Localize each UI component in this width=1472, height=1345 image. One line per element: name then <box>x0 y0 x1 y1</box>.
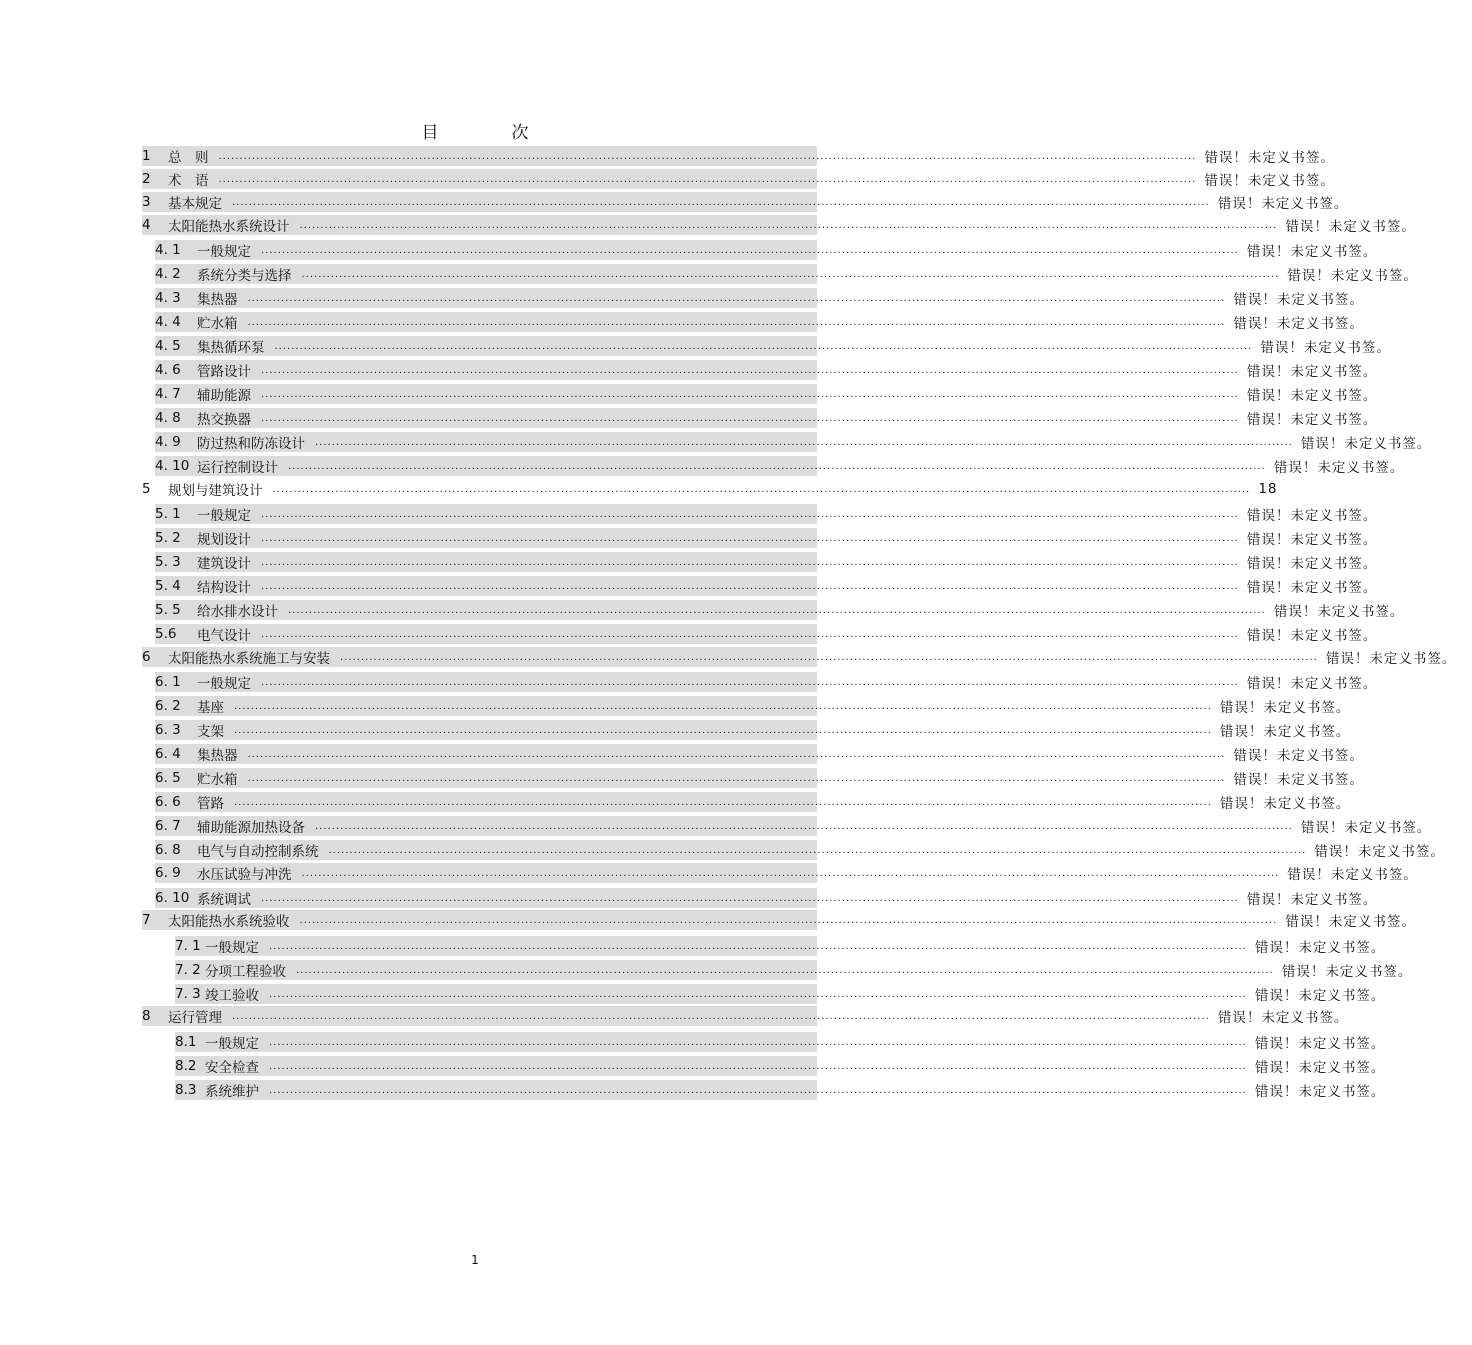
toc-entry-number: 6. 8 <box>155 842 181 858</box>
toc-entry-label: 术 语 <box>168 173 209 189</box>
toc-entry-page: 错误！未定义书签。 <box>1300 820 1432 836</box>
toc-entry[interactable] <box>155 504 1378 524</box>
toc-entry-label: 集热器 <box>197 748 238 764</box>
toc-entry-page: 错误！未定义书签。 <box>1254 1036 1386 1052</box>
toc-entry-page: 错误！未定义书签。 <box>1246 556 1378 572</box>
toc-entry[interactable] <box>142 647 1457 667</box>
toc-entry-page: 错误！未定义书签。 <box>1254 988 1386 1004</box>
toc-entry-label: 防过热和防冻设计 <box>197 436 305 452</box>
toc-entry[interactable] <box>155 840 1445 860</box>
toc-entry-label: 安全检查 <box>205 1060 259 1076</box>
toc-entry-number: 1 <box>142 148 151 164</box>
toc-entry-label: 太阳能热水系统验收 <box>168 914 290 930</box>
toc-entry-label: 系统分类与选择 <box>197 268 292 284</box>
toc-entry-page: 错误！未定义书签。 <box>1273 604 1405 620</box>
toc-leader-dots: .......................................................................................................................................................................................................................................... <box>299 915 1278 926</box>
toc-entry-number: 6. 10 <box>155 890 190 906</box>
toc-entry[interactable] <box>142 146 1335 166</box>
toc-entry-page: 错误！未定义书签。 <box>1246 364 1378 380</box>
toc-entry-label: 建筑设计 <box>197 556 251 572</box>
toc-entry-page: 错误！未定义书签。 <box>1325 651 1457 667</box>
toc-entry[interactable] <box>155 288 1364 308</box>
toc-leader-dots: .......................................................................................................................................................................................................................................... <box>261 893 1239 904</box>
toc-entry[interactable] <box>142 169 1335 189</box>
toc-entry-page: 错误！未定义书签。 <box>1219 724 1351 740</box>
toc-entry[interactable] <box>155 888 1378 908</box>
toc-leader-dots: .......................................................................................................................................................................................................................................... <box>328 845 1307 856</box>
page-number: 1 <box>471 1253 479 1267</box>
toc-entry-label: 太阳能热水系统施工与安装 <box>168 651 330 667</box>
toc-entry-page: 错误！未定义书签。 <box>1233 772 1364 788</box>
toc-entry[interactable] <box>155 264 1418 284</box>
toc-entry-label: 管路设计 <box>197 364 251 380</box>
toc-entry-label: 给水排水设计 <box>197 604 278 620</box>
toc-entry-label: 分项工程验收 <box>205 964 286 980</box>
toc-leader-dots: .......................................................................................................................................................................................................................................... <box>218 174 1197 185</box>
toc-entry-page: 错误！未定义书签。 <box>1300 436 1432 452</box>
toc-leader-dots: .......................................................................................................................................................................................................................................... <box>299 220 1278 231</box>
toc-entry-page: 错误！未定义书签。 <box>1233 316 1364 332</box>
toc-leader-dots: .......................................................................................................................................................................................................................................... <box>288 605 1266 616</box>
toc-entry[interactable] <box>155 768 1364 788</box>
toc-entry-number: 6. 1 <box>155 674 181 690</box>
toc-entry-number: 6. 6 <box>155 794 181 810</box>
toc-entry[interactable] <box>155 624 1378 644</box>
toc-entry-number: 5. 3 <box>155 554 181 570</box>
toc-leader-dots: .......................................................................................................................................................................................................................................... <box>261 533 1239 544</box>
toc-leader-dots: .......................................................................................................................................................................................................................................... <box>247 773 1226 784</box>
toc-entry-label: 太阳能热水系统设计 <box>168 219 290 235</box>
toc-entry-label: 运行控制设计 <box>197 460 278 476</box>
toc-entry-page: 错误！未定义书签。 <box>1219 796 1351 812</box>
page-title: 目 次 <box>421 123 557 143</box>
toc-entry[interactable] <box>155 792 1351 812</box>
toc-entry-page: 错误！未定义书签。 <box>1287 867 1418 883</box>
toc-entry[interactable] <box>175 1032 1386 1052</box>
toc-entry-number: 5.6 <box>155 626 177 642</box>
toc-entry-page: 错误！未定义书签。 <box>1204 173 1335 189</box>
toc-entry-label: 辅助能源加热设备 <box>197 820 305 836</box>
toc-entry-number: 6. 7 <box>155 818 181 834</box>
toc-leader-dots: .......................................................................................................................................................................................................................................... <box>340 652 1318 663</box>
toc-entry-number: 4. 3 <box>155 290 181 306</box>
toc-entry-label: 基座 <box>197 700 224 716</box>
toc-leader-dots: .......................................................................................................................................................................................................................................... <box>315 437 1293 448</box>
toc-entry-page: 错误！未定义书签。 <box>1254 1084 1386 1100</box>
toc-entry[interactable] <box>155 576 1378 596</box>
toc-entry[interactable] <box>155 696 1351 716</box>
toc-entry[interactable] <box>175 1080 1386 1100</box>
toc-entry-label: 系统维护 <box>205 1084 259 1100</box>
toc-entry-label: 贮水箱 <box>197 316 238 332</box>
toc-entry[interactable] <box>175 1056 1386 1076</box>
toc-entry-number: 4. 10 <box>155 458 190 474</box>
toc-leader-dots: .......................................................................................................................................................................................................................................... <box>274 341 1253 352</box>
toc-entry-page: 错误！未定义书签。 <box>1246 388 1378 404</box>
toc-entry[interactable] <box>142 910 1416 930</box>
toc-entry-page: 错误！未定义书签。 <box>1246 412 1378 428</box>
toc-entry-number: 3 <box>142 194 151 210</box>
toc-leader-dots: .......................................................................................................................................................................................................................................... <box>232 197 1210 208</box>
toc-entry[interactable] <box>155 720 1351 740</box>
toc-entry-label: 一般规定 <box>197 244 251 260</box>
toc-entry-page: 错误！未定义书签。 <box>1314 844 1445 860</box>
toc-entry-label: 一般规定 <box>197 676 251 692</box>
toc-entry-label: 一般规定 <box>197 508 251 524</box>
toc-entry[interactable] <box>155 240 1378 260</box>
toc-entry[interactable] <box>155 384 1378 404</box>
toc-leader-dots: .......................................................................................................................................................................................................................................... <box>296 965 1274 976</box>
toc-entry-number: 8 <box>142 1008 151 1024</box>
toc-entry-number: 4. 8 <box>155 410 181 426</box>
toc-entry[interactable] <box>155 408 1378 428</box>
toc-entry[interactable] <box>175 960 1413 980</box>
toc-entry[interactable] <box>155 863 1418 883</box>
toc-entry[interactable] <box>142 1006 1349 1026</box>
toc-entry-page: 错误！未定义书签。 <box>1233 748 1364 764</box>
toc-entry[interactable] <box>155 744 1364 764</box>
toc-entry[interactable] <box>155 552 1378 572</box>
toc-leader-dots: .......................................................................................................................................................................................................................................... <box>261 509 1239 520</box>
toc-entry-number: 6. 2 <box>155 698 181 714</box>
toc-leader-dots: .......................................................................................................................................................................................................................................... <box>234 725 1212 736</box>
toc-entry[interactable] <box>175 984 1386 1004</box>
toc-entry-number: 6. 9 <box>155 865 181 881</box>
toc-leader-dots: .......................................................................................................................................................................................................................................... <box>261 557 1239 568</box>
toc-entry-number: 4. 4 <box>155 314 181 330</box>
toc-entry-number: 2 <box>142 171 151 187</box>
toc-entry-label: 管路 <box>197 796 224 812</box>
toc-entry-label: 竣工验收 <box>205 988 259 1004</box>
toc-entry[interactable] <box>142 479 1278 499</box>
toc-entry-label: 系统调试 <box>197 892 251 908</box>
toc-leader-dots: .......................................................................................................................................................................................................................................... <box>261 629 1239 640</box>
toc-leader-dots: .......................................................................................................................................................................................................................................... <box>261 581 1239 592</box>
toc-entry-number: 4. 1 <box>155 242 181 258</box>
toc-entry-label: 集热器 <box>197 292 238 308</box>
toc-entry-label: 水压试验与冲洗 <box>197 867 292 883</box>
toc-leader-dots: .......................................................................................................................................................................................................................................... <box>261 413 1239 424</box>
toc-entry-label: 一般规定 <box>205 940 259 956</box>
toc-entry-label: 一般规定 <box>205 1036 259 1052</box>
toc-entry-number: 5. 1 <box>155 506 181 522</box>
toc-entry-number: 4. 5 <box>155 338 181 354</box>
toc-entry[interactable] <box>142 215 1416 235</box>
toc-entry-number: 8.2 <box>175 1058 197 1074</box>
toc-entry-label: 总 则 <box>168 150 209 166</box>
toc-entry-page: 错误！未定义书签。 <box>1246 676 1378 692</box>
toc-leader-dots: .......................................................................................................................................................................................................................................... <box>272 484 1251 495</box>
toc-leader-dots: .......................................................................................................................................................................................................................................... <box>269 941 1247 952</box>
toc-entry-label: 电气与自动控制系统 <box>197 844 319 860</box>
toc-leader-dots: .......................................................................................................................................................................................................................................... <box>315 821 1293 832</box>
toc-entry-number: 7. 2 <box>175 962 201 978</box>
toc-entry-number: 5. 2 <box>155 530 181 546</box>
toc-entry[interactable] <box>155 312 1364 332</box>
toc-entry-page: 错误！未定义书签。 <box>1287 268 1418 284</box>
toc-entry-page: 错误！未定义书签。 <box>1285 914 1416 930</box>
toc-entry-page: 错误！未定义书签。 <box>1233 292 1364 308</box>
toc-leader-dots: .......................................................................................................................................................................................................................................... <box>261 389 1239 400</box>
toc-entry[interactable] <box>155 816 1432 836</box>
toc-entry-page: 错误！未定义书签。 <box>1254 940 1386 956</box>
toc-leader-dots: .......................................................................................................................................................................................................................................... <box>269 1061 1247 1072</box>
toc-leader-dots: .......................................................................................................................................................................................................................................... <box>247 293 1226 304</box>
toc-entry-label: 基本规定 <box>168 196 222 212</box>
toc-entry-label: 辅助能源 <box>197 388 251 404</box>
toc-entry-label: 结构设计 <box>197 580 251 596</box>
toc-entry-number: 5. 4 <box>155 578 181 594</box>
toc-entry-number: 6 <box>142 649 151 665</box>
toc-leader-dots: .......................................................................................................................................................................................................................................... <box>288 461 1266 472</box>
toc-entry[interactable] <box>175 936 1386 956</box>
toc-entry-number: 6. 3 <box>155 722 181 738</box>
toc-entry-number: 5 <box>142 481 151 497</box>
toc-entry-page: 错误！未定义书签。 <box>1273 460 1405 476</box>
toc-leader-dots: .......................................................................................................................................................................................................................................... <box>261 365 1239 376</box>
toc-entry-page: 错误！未定义书签。 <box>1217 1010 1349 1026</box>
toc-leader-dots: .......................................................................................................................................................................................................................................... <box>301 269 1280 280</box>
toc-entry-page: 错误！未定义书签。 <box>1246 508 1378 524</box>
toc-entry-page: 错误！未定义书签。 <box>1246 892 1378 908</box>
toc-entry-label: 规划与建筑设计 <box>168 483 263 499</box>
toc-leader-dots: .......................................................................................................................................................................................................................................... <box>247 317 1226 328</box>
toc-entry-page: 错误！未定义书签。 <box>1246 532 1378 548</box>
toc-leader-dots: .......................................................................................................................................................................................................................................... <box>301 868 1280 879</box>
toc-entry-page: 错误！未定义书签。 <box>1217 196 1349 212</box>
toc-leader-dots: .......................................................................................................................................................................................................................................... <box>269 1037 1247 1048</box>
toc-entry-number: 4. 2 <box>155 266 181 282</box>
toc-leader-dots: .......................................................................................................................................................................................................................................... <box>261 677 1239 688</box>
toc-entry-page: 错误！未定义书签。 <box>1219 700 1351 716</box>
toc-entry-page: 错误！未定义书签。 <box>1246 244 1378 260</box>
toc-entry[interactable] <box>155 456 1405 476</box>
toc-entry[interactable] <box>155 336 1391 356</box>
toc-leader-dots: .......................................................................................................................................................................................................................................... <box>269 1085 1247 1096</box>
toc-entry-number: 4. 6 <box>155 362 181 378</box>
toc-leader-dots: .......................................................................................................................................................................................................................................... <box>234 797 1212 808</box>
toc-entry-number: 4. 7 <box>155 386 181 402</box>
toc-entry-number: 8.1 <box>175 1034 197 1050</box>
toc-entry-number: 6. 4 <box>155 746 181 762</box>
toc-leader-dots: .......................................................................................................................................................................................................................................... <box>247 749 1226 760</box>
toc-leader-dots: .......................................................................................................................................................................................................................................... <box>234 701 1212 712</box>
toc-entry-page: 错误！未定义书签。 <box>1281 964 1413 980</box>
toc-entry[interactable] <box>155 432 1432 452</box>
toc-entry-page: 错误！未定义书签。 <box>1246 580 1378 596</box>
toc-entry-page: 错误！未定义书签。 <box>1246 628 1378 644</box>
toc-entry-number: 6. 5 <box>155 770 181 786</box>
toc-entry-number: 8.3 <box>175 1082 197 1098</box>
toc-entry-label: 运行管理 <box>168 1010 222 1026</box>
toc-leader-dots: .......................................................................................................................................................................................................................................... <box>261 245 1239 256</box>
toc-entry-number: 4. 9 <box>155 434 181 450</box>
toc-entry-label: 贮水箱 <box>197 772 238 788</box>
toc-entry[interactable] <box>155 360 1378 380</box>
toc-entry-number: 7. 3 <box>175 986 201 1002</box>
toc-entry-label: 集热循环泵 <box>197 340 265 356</box>
toc-entry-number: 7. 1 <box>175 938 201 954</box>
toc-entry[interactable] <box>142 192 1349 212</box>
toc-entry-page: 错误！未定义书签。 <box>1254 1060 1386 1076</box>
toc-entry-label: 热交换器 <box>197 412 251 428</box>
toc-entry[interactable] <box>155 528 1378 548</box>
toc-entry-page: 错误！未定义书签。 <box>1260 340 1391 356</box>
toc-entry-page: 错误！未定义书签。 <box>1285 219 1416 235</box>
toc-leader-dots: .......................................................................................................................................................................................................................................... <box>218 151 1197 162</box>
toc-entry-page: 错误！未定义书签。 <box>1204 150 1335 166</box>
toc-entry[interactable] <box>155 600 1405 620</box>
toc-entry[interactable] <box>155 672 1378 692</box>
toc-entry-number: 4 <box>142 217 151 233</box>
toc-entry-page: 18 <box>1258 481 1278 497</box>
toc-leader-dots: .......................................................................................................................................................................................................................................... <box>232 1011 1210 1022</box>
toc-entry-label: 支架 <box>197 724 224 740</box>
toc-leader-dots: .......................................................................................................................................................................................................................................... <box>269 989 1247 1000</box>
toc-entry-number: 7 <box>142 912 151 928</box>
toc-entry-label: 电气设计 <box>197 628 251 644</box>
toc-entry-number: 5. 5 <box>155 602 181 618</box>
toc-entry-label: 规划设计 <box>197 532 251 548</box>
